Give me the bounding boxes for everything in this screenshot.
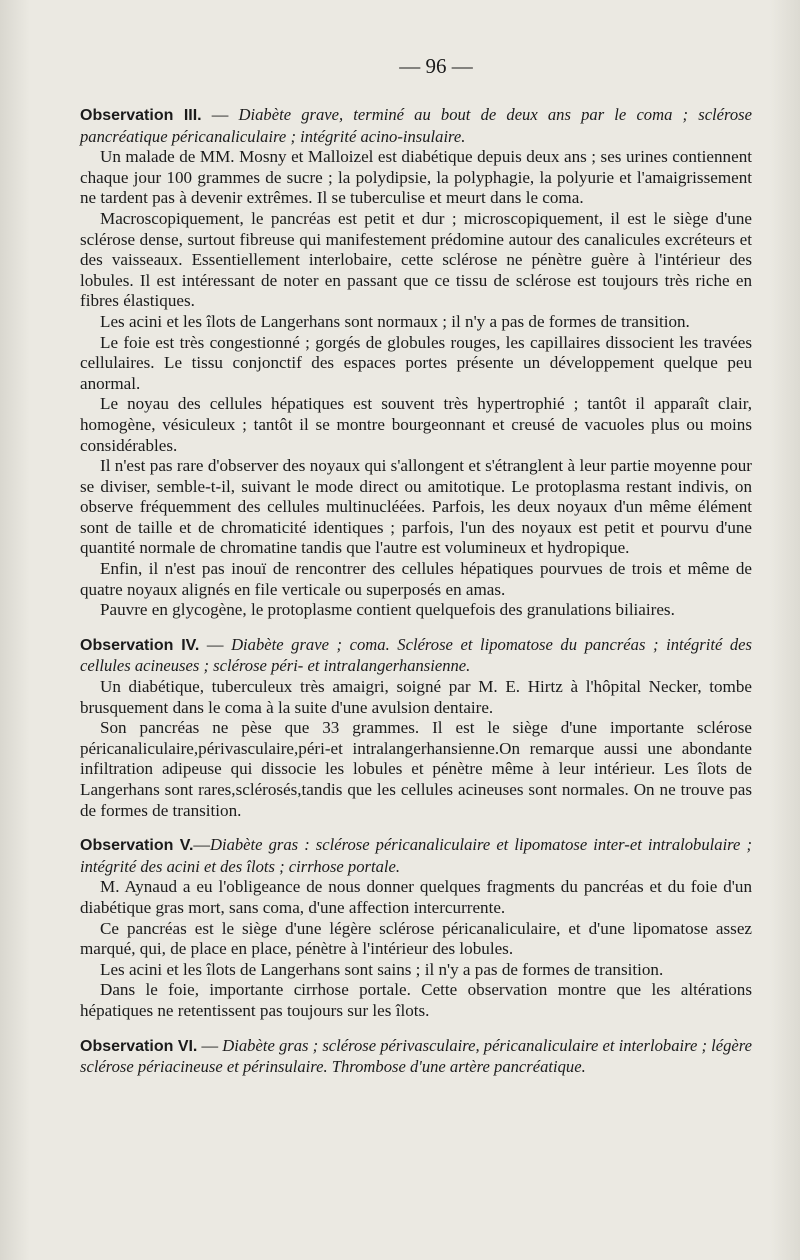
observation-label: Observation V.	[80, 837, 194, 855]
paragraph: Enfin, il n'est pas inouï de rencontrer des cellules hépatiques pourvues de trois et même de quatre noyaux alignés en file verticale ou superposés en amas.	[80, 559, 752, 599]
paragraph: Dans le foie, importante cirrhose portale. Cette observation montre que les altérations hépatiques ne retentissent pas toujours sur les îlots.	[80, 980, 752, 1020]
paragraph: Son pancréas ne pèse que 33 grammes. Il est le siège d'une importante sclérose péricanaliculaire,périvasculaire,péri-et intralangerhansienne.On remarque aussi une abondante infiltration adipeuse qui dissocie les lobules et pénètre même à leur intérieur. Les îlots de Langerhans sont rares,sclérosés,tandis que les cellules acineuses sont normales. On ne trouve pas de formes de transition.	[80, 718, 752, 820]
page-number: — 96 —	[399, 54, 473, 78]
observation-label: Observation VI.	[80, 1037, 198, 1055]
observation-subtitle: Diabète grave ; coma. Sclérose et lipomatose du pancréas ; intégrité des cellules acineuses ; sclérose péri- et intralangerhansienne.	[80, 634, 752, 676]
observation-5	[80, 835, 752, 1021]
paragraph: Pauvre en glycogène, le protoplasme contient quelquefois des granulations biliaires.	[100, 600, 675, 620]
observation-6	[80, 1036, 752, 1078]
heading-dash: —	[197, 1035, 223, 1055]
paragraph: Un diabétique, tuberculeux très amaigri, soigné par M. E. Hirtz à l'hôpital Necker, tombe brusquement dans le coma à la suite d'une avulsion dentaire.	[80, 677, 752, 717]
observation-label: Observation IV.	[80, 636, 200, 654]
heading-dash: —	[193, 835, 210, 855]
observation-heading	[80, 1036, 752, 1078]
observation-heading	[80, 835, 752, 877]
paragraph: Ce pancréas est le siège d'une légère sclérose péricanaliculaire, et d'une lipomatose assez marqué, qui, de place en place, pénètre à l'intérieur des lobules.	[80, 918, 752, 959]
paragraph: Le noyau des cellules hépatiques est souvent très hypertrophié ; tantôt il apparaît clair, homogène, vésiculeux ; tantôt il se montre bourgeonnant et creusé de vacuoles plus ou moins considérables.	[80, 394, 752, 455]
observation-heading	[80, 635, 752, 677]
paragraph: Les acini et les îlots de Langerhans sont sains ; il n'y a pas de formes de transition.	[100, 959, 664, 979]
observation-3	[80, 105, 752, 621]
heading-dash: —	[199, 634, 232, 654]
paragraph: Il n'est pas rare d'observer des noyaux qui s'allongent et s'étranglent à leur partie moyenne pour se diviser, semble-t-il, suivant le mode direct ou amitotique. Le protoplasma restant indivis, on observe fréquemment des cellules multinucléées. Parfois, les deux noyaux d'un même élément sont de taille et de chromaticité identiques ; parfois, l'un des noyaux est petit et pourvu d'une quantité normale de chromatine tandis que l'autre est volumineux et hydropique.	[80, 456, 752, 558]
observation-label: Observation III.	[80, 107, 202, 124]
observation-subtitle: Diabète grave, terminé au bout de deux ans par le coma ; sclérose pancréatique péricanaliculaire ; intégrité acino-insulaire.	[80, 105, 752, 146]
paragraph: M. Aynaud a eu l'obligeance de nous donner quelques fragments du pancréas et du foie d'un diabétique gras mort, sans coma, d'une affection intercurrente.	[80, 877, 752, 917]
observation-heading	[80, 105, 752, 147]
paragraph: Les acini et les îlots de Langerhans sont normaux ; il n'y a pas de formes de transition.	[100, 311, 690, 331]
observation-subtitle: Diabète gras ; sclérose périvasculaire, péricanaliculaire et interlobaire ; légère sclérose périacineuse et périnsulaire. Thrombose d'une artère pancréatique.	[80, 1035, 752, 1077]
paragraph: Un malade de MM. Mosny et Malloizel est diabétique depuis deux ans ; ses urines contiennent chaque jour 100 grammes de sucre ; la polydipsie, la polyphagie, la polyurie et l'amaigrissement ne tardent pas à devenir extrêmes. Il se tuberculise et meurt dans le coma.	[80, 147, 752, 208]
observation-subtitle: Diabète gras : sclérose péricanaliculaire et lipomatose inter-et intralobulaire ; intégrité des acini et des îlots ; cirrhose portale.	[80, 835, 752, 876]
paragraph: Le foie est très congestionné ; gorgés de globules rouges, les capillaires dissocient les travées cellulaires. Le tissu conjonctif des espaces portes présente un développement quelque peu anormal.	[80, 332, 752, 393]
heading-dash: —	[201, 105, 239, 124]
paragraph: Macroscopiquement, le pancréas est petit et dur ; microscopiquement, il est le siège d'une sclérose dense, surtout fibreuse qui manifestement prédomine autour des canalicules excréteurs et des vaisseaux. Essentiellement interlobaire, cette sclérose ne pénètre guère à l'intérieur des lobules. Il est intéressant de noter en passant que ce tissu de sclérose est toujours très riche en fibres élastiques.	[80, 208, 752, 311]
observation-4	[80, 635, 752, 821]
